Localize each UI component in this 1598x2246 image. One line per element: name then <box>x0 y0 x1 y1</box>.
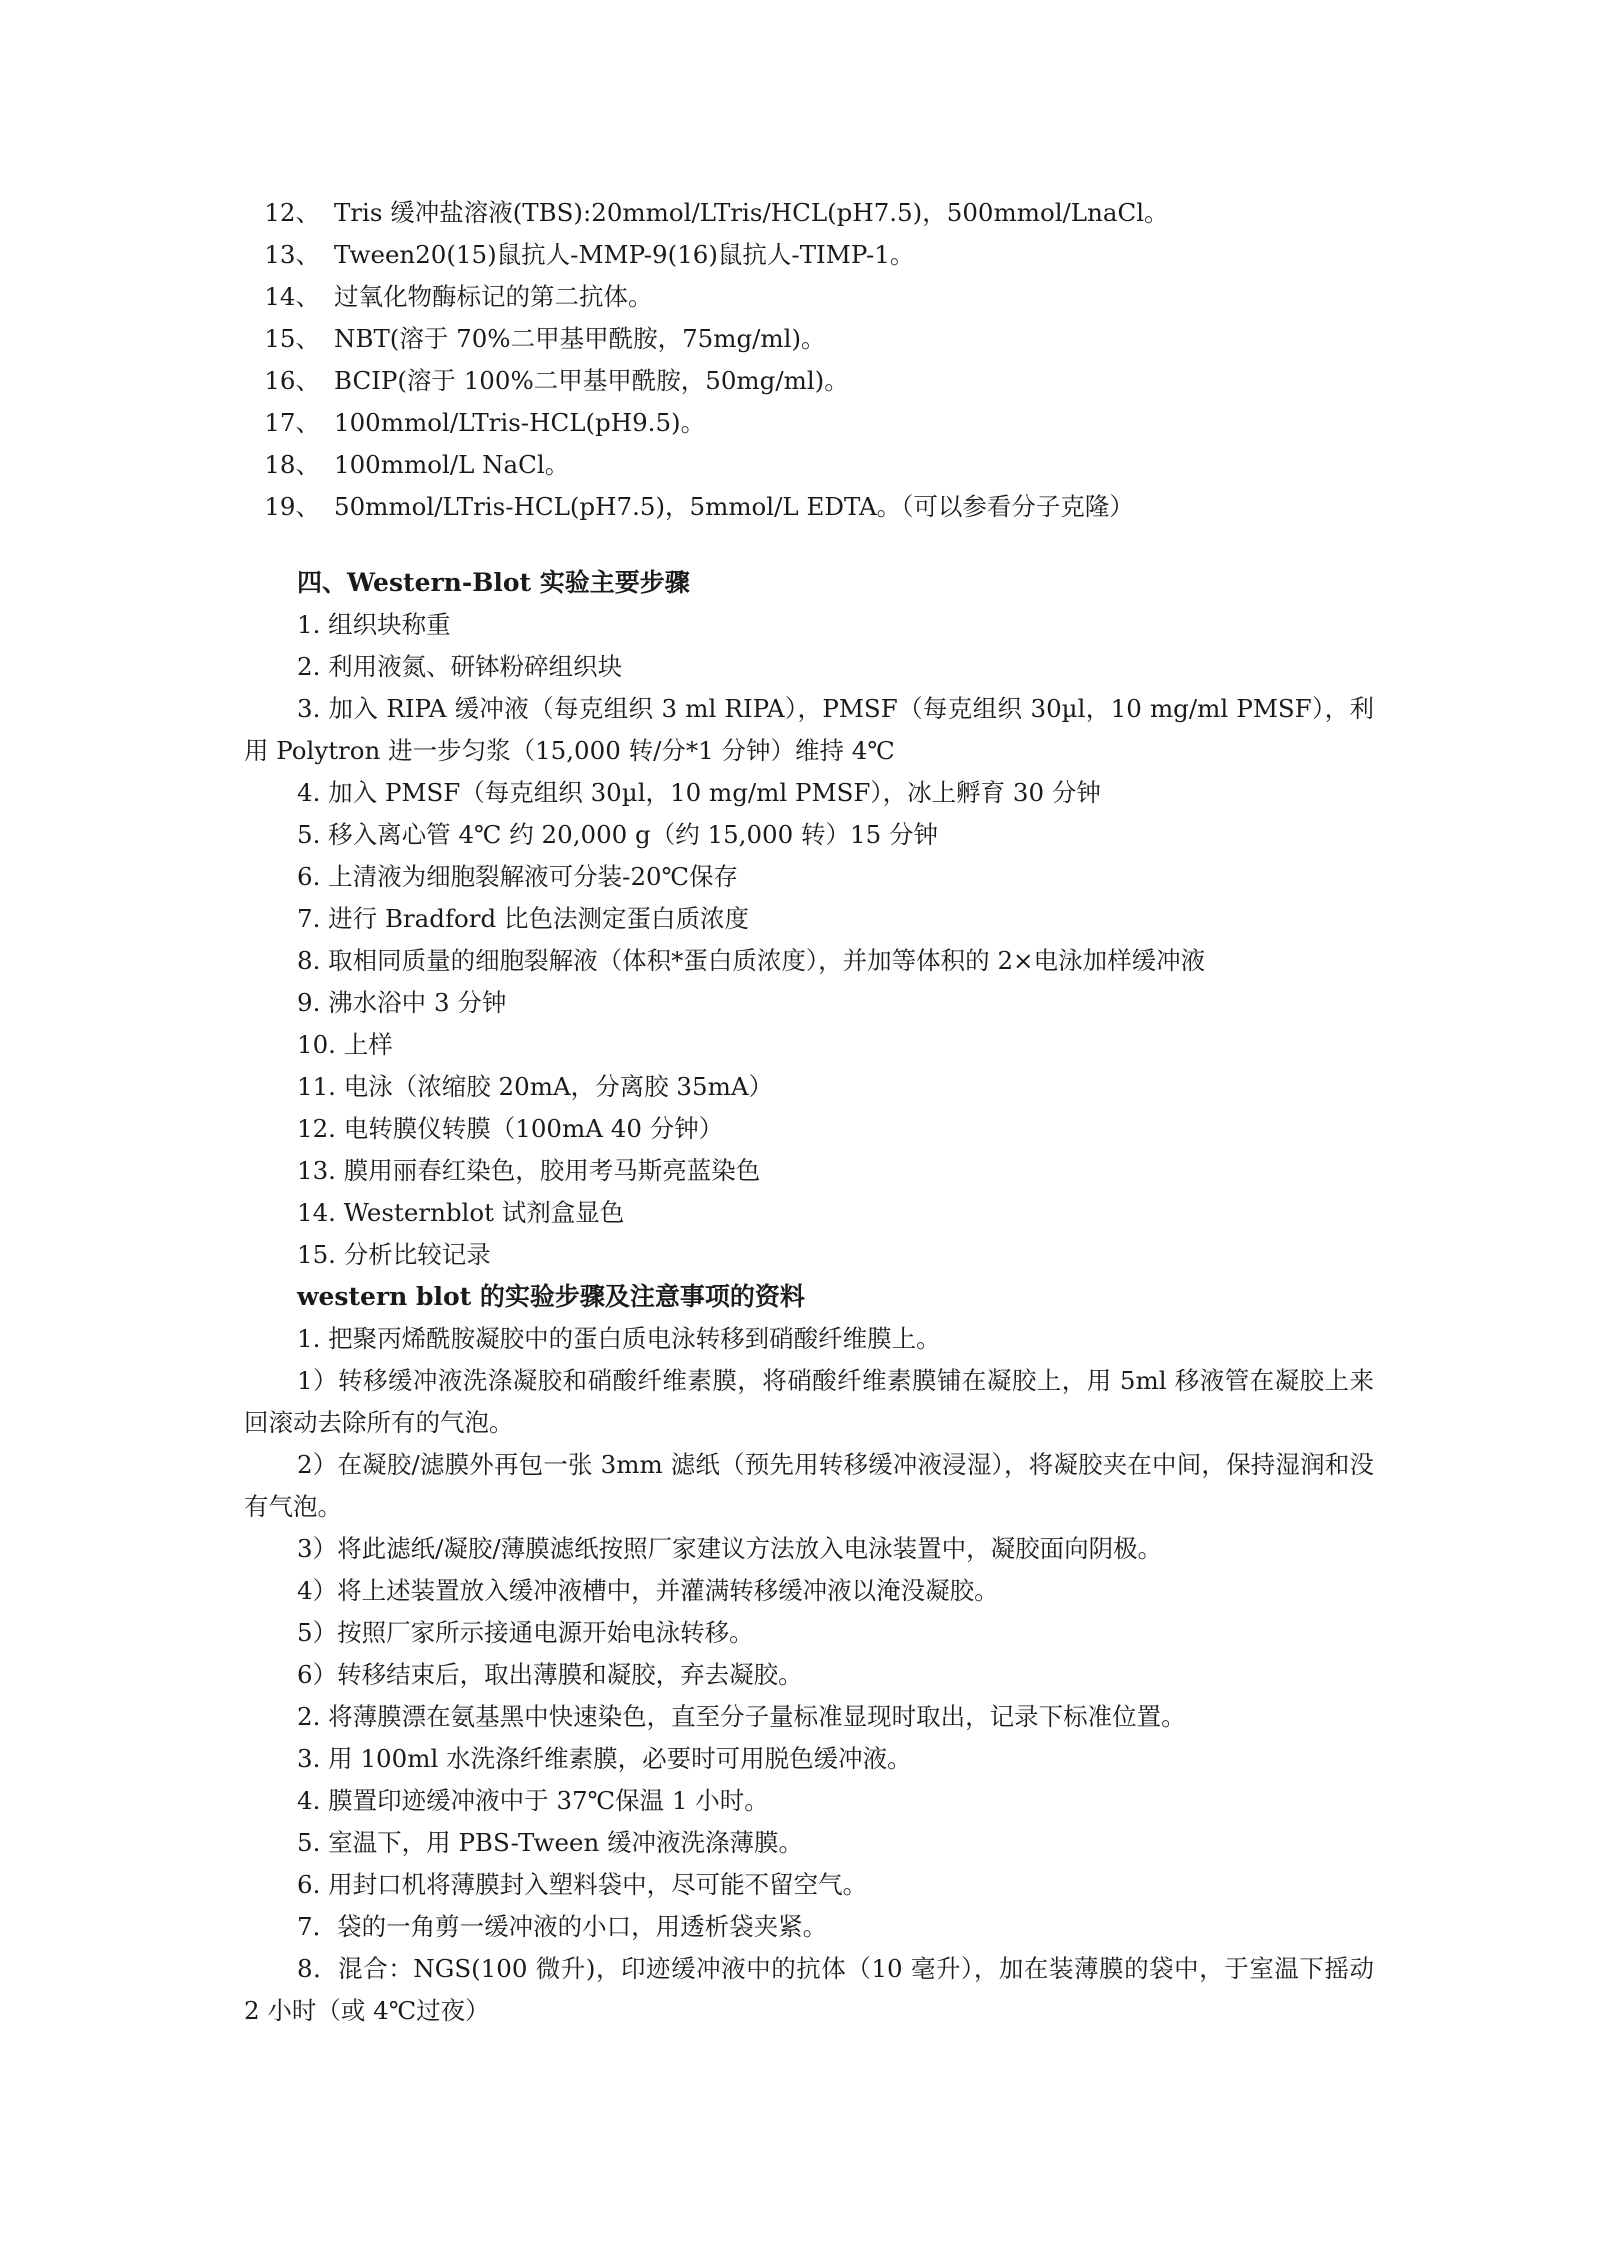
western-blot-step-list <box>244 604 1374 1276</box>
section-heading-notes: western blot 的实验步骤及注意事项的资料 <box>297 1282 805 1311</box>
reagent-item <box>244 276 1374 318</box>
step-item: 8. 取相同质量的细胞裂解液（体积*蛋白质浓度），并加等体积的 2×电泳加样缓冲液 <box>297 946 1206 975</box>
step-item: 3. 加入 RIPA 缓冲液（每克组织 3 ml RIPA），PMSF（每克组织 30µl，10 mg/ml PMSF），利用 Polytron 进一步匀浆（15,000 转/分*1 分钟）维持 4℃ <box>244 694 1374 765</box>
reagent-number: 16、 <box>264 366 320 395</box>
reagent-number: 18、 <box>264 450 320 479</box>
step-item: 6. 上清液为细胞裂解液可分装-20℃保存 <box>297 862 739 891</box>
step-item: 1. 把聚丙烯酰胺凝胶中的蛋白质电泳转移到硝酸纤维膜上。 <box>297 1324 941 1353</box>
step-item: 1）转移缓冲液洗涤凝胶和硝酸纤维素膜，将硝酸纤维素膜铺在凝胶上，用 5ml 移液管在凝胶上来回滚动去除所有的气泡。 <box>244 1366 1374 1437</box>
step-item: 1. 组织块称重 <box>297 610 451 639</box>
step-item: 12. 电转膜仪转膜（100mA 40 分钟） <box>297 1114 724 1143</box>
step-item: 2. 将薄膜漂在氨基黑中快速染色，直至分子量标准显现时取出，记录下标准位置。 <box>297 1702 1186 1731</box>
step-item: 4）将上述装置放入缓冲液槽中，并灌满转移缓冲液以淹没凝胶。 <box>297 1576 999 1605</box>
reagent-text: BCIP(溶于 100%二甲基甲酰胺，50mg/ml)。 <box>334 366 849 395</box>
reagent-text: Tween20(15)鼠抗人-MMP-9(16)鼠抗人-TIMP-1。 <box>334 240 915 269</box>
section-heading-western-blot-steps: 四、Western-Blot 实验主要步骤 <box>297 568 690 597</box>
reagent-number: 19、 <box>264 492 320 521</box>
step-item: 2. 利用液氮、研钵粉碎组织块 <box>297 652 623 681</box>
reagent-number: 14、 <box>264 282 320 311</box>
notes-step-list <box>244 1318 1374 2032</box>
step-item: 2）在凝胶/滤膜外再包一张 3mm 滤纸（预先用转移缓冲液浸湿），将凝胶夹在中间，保持湿润和没有气泡。 <box>244 1450 1374 1521</box>
step-item: 10. 上样 <box>297 1030 393 1059</box>
step-item: 9. 沸水浴中 3 分钟 <box>297 988 507 1017</box>
reagent-list <box>244 192 1374 528</box>
section-gap <box>244 528 1374 562</box>
step-item: 4. 加入 PMSF（每克组织 30µl，10 mg/ml PMSF），冰上孵育 30 分钟 <box>297 778 1101 807</box>
step-item: 13. 膜用丽春红染色，胶用考马斯亮蓝染色 <box>297 1156 761 1185</box>
step-item: 4. 膜置印迹缓冲液中于 37℃保温 1 小时。 <box>297 1786 769 1815</box>
reagent-text: Tris 缓冲盐溶液(TBS):20mmol/LTris/HCL(pH7.5)，500mmol/LnaCl。 <box>334 198 1169 227</box>
reagent-item <box>244 444 1374 486</box>
step-item: 3）将此滤纸/凝胶/薄膜滤纸按照厂家建议方法放入电泳装置中，凝胶面向阴极。 <box>297 1534 1163 1563</box>
reagent-item <box>244 318 1374 360</box>
reagent-number: 15、 <box>264 324 320 353</box>
reagent-text: NBT(溶于 70%二甲基甲酰胺，75mg/ml)。 <box>334 324 826 353</box>
reagent-item <box>244 486 1374 528</box>
reagent-text: 50mmol/LTris-HCL(pH7.5)，5mmol/L EDTA。（可以参看分子克隆） <box>334 492 1134 521</box>
step-item: 5. 移入离心管 4℃ 约 20,000 g（约 15,000 转）15 分钟 <box>297 820 938 849</box>
step-item: 7. 进行 Bradford 比色法测定蛋白质浓度 <box>297 904 749 933</box>
step-item: 7．袋的一角剪一缓冲液的小口，用透析袋夹紧。 <box>297 1912 828 1941</box>
step-item: 15. 分析比较记录 <box>297 1240 491 1269</box>
reagent-text: 100mmol/LTris-HCL(pH9.5)。 <box>334 408 706 437</box>
step-item: 6）转移结束后，取出薄膜和凝胶，弃去凝胶。 <box>297 1660 803 1689</box>
reagent-text: 过氧化物酶标记的第二抗体。 <box>334 282 653 311</box>
step-item: 3. 用 100ml 水洗涤纤维素膜，必要时可用脱色缓冲液。 <box>297 1744 912 1773</box>
reagent-text: 100mmol/L NaCl。 <box>334 450 570 479</box>
step-item: 11. 电泳（浓缩胶 20mA，分离胶 35mA） <box>297 1072 774 1101</box>
step-item: 6. 用封口机将薄膜封入塑料袋中，尽可能不留空气。 <box>297 1870 868 1899</box>
reagent-number: 17、 <box>264 408 320 437</box>
reagent-item <box>244 234 1374 276</box>
reagent-item <box>244 402 1374 444</box>
step-item: 5）按照厂家所示接通电源开始电泳转移。 <box>297 1618 754 1647</box>
step-item: 14. Westernblot 试剂盒显色 <box>297 1198 625 1227</box>
reagent-item <box>244 192 1374 234</box>
step-item: 8．混合：NGS(100 微升)，印迹缓冲液中的抗体（10 毫升），加在装薄膜的袋中，于室温下摇动 2 小时（或 4℃过夜） <box>244 1954 1374 2025</box>
reagent-item <box>244 360 1374 402</box>
document-body <box>244 192 1374 2032</box>
step-item: 5. 室温下，用 PBS-Tween 缓冲液洗涤薄膜。 <box>297 1828 804 1857</box>
reagent-number: 13、 <box>264 240 320 269</box>
reagent-number: 12、 <box>264 198 320 227</box>
